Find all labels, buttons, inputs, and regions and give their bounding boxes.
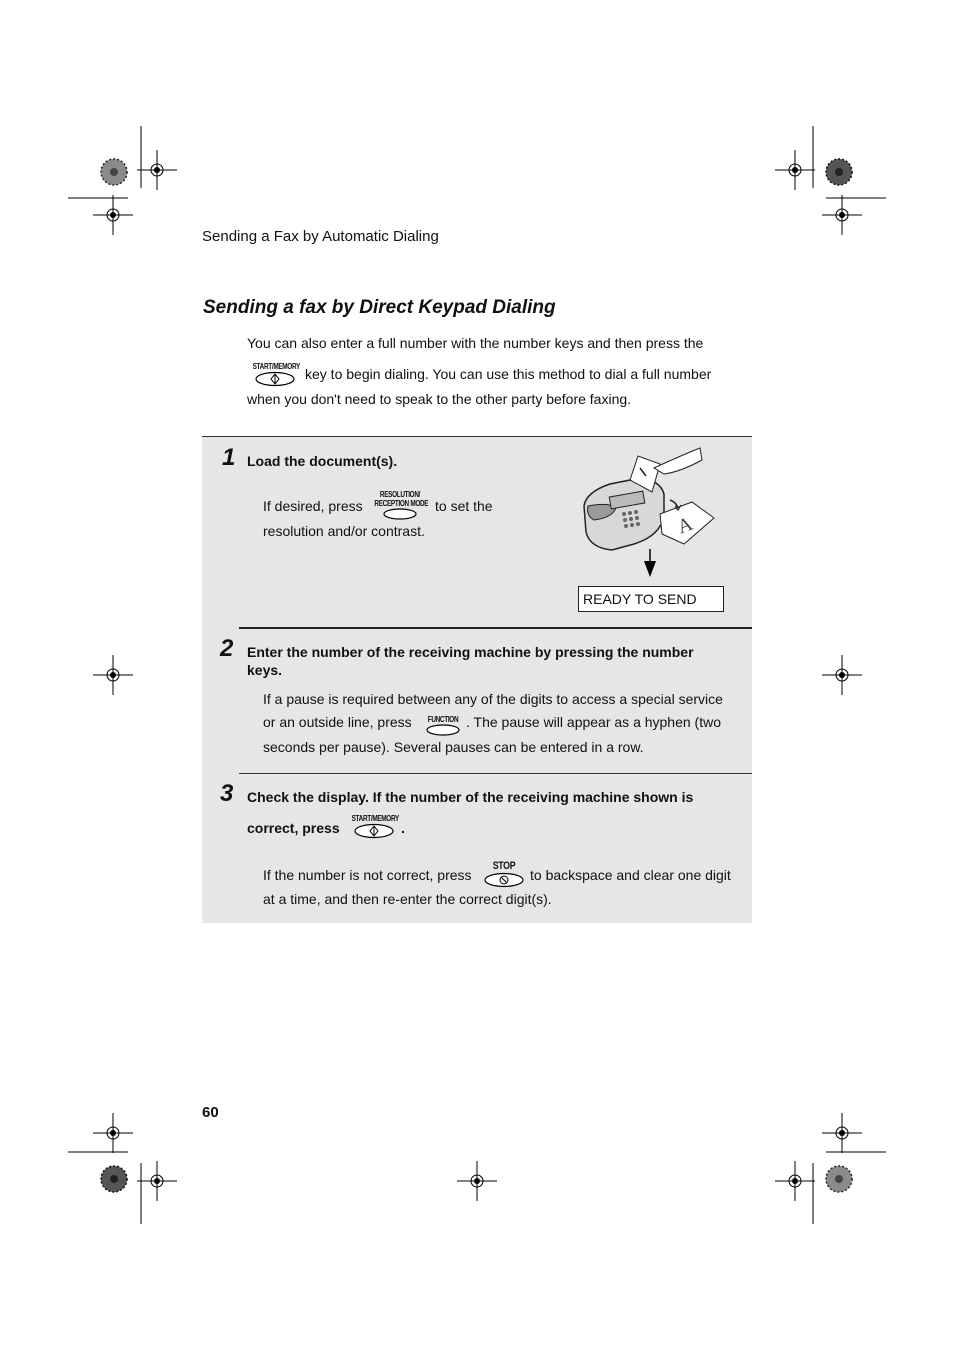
step-body: If the number is not correct, press <box>263 867 472 883</box>
step-number: 2 <box>220 635 234 662</box>
registration-crosshair-icon <box>93 1113 133 1153</box>
registration-crosshair-icon <box>137 1161 177 1201</box>
down-arrow-icon <box>643 549 657 577</box>
resolution-reception-mode-key-icon: RESOLUTION/ RECEPTION MODE <box>368 490 432 520</box>
step-number: 3 <box>220 780 234 807</box>
registration-crosshair-icon <box>93 195 133 235</box>
step-body: resolution and/or contrast. <box>263 523 425 539</box>
section-title: Sending a fax by Direct Keypad Dialing <box>203 297 556 318</box>
start-memory-key-icon: START/MEMORY <box>247 362 303 387</box>
page-number: 60 <box>202 1104 219 1121</box>
stop-key-icon: STOP <box>482 860 526 888</box>
step-body: to set the <box>435 498 493 514</box>
registration-crosshair-icon <box>822 655 862 695</box>
step-heading: . <box>401 820 405 836</box>
step-heading: keys. <box>247 662 283 678</box>
step-divider <box>202 436 752 437</box>
step-number: 1 <box>222 444 236 471</box>
step-body: If a pause is required between any of the digits to access a special service <box>263 691 723 707</box>
registration-crosshair-icon <box>775 150 815 190</box>
intro-line-1: You can also enter a full number with the number keys and then press the <box>247 335 704 351</box>
registration-crosshair-icon <box>775 1161 815 1201</box>
intro-line-2: key to begin dialing. You can use this method to dial a full number <box>305 366 712 382</box>
registration-crosshair-icon <box>137 150 177 190</box>
steps-panel <box>202 436 752 923</box>
svg-text:A: A <box>674 512 696 539</box>
color-wheel-icon <box>101 159 127 185</box>
registration-crosshair-icon <box>457 1161 497 1201</box>
start-memory-key-icon: START/MEMORY <box>346 814 402 839</box>
step-divider <box>239 627 752 629</box>
step-heading: Load the document(s). <box>247 453 398 469</box>
step-heading: Check the display. If the number of the receiving machine shown is <box>247 789 694 805</box>
color-wheel-icon <box>101 1166 127 1192</box>
step-body: to backspace and clear one digit <box>530 867 731 883</box>
registration-crosshair-icon <box>822 195 862 235</box>
function-key-icon: FUNCTION <box>420 715 466 736</box>
step-body: . The pause will appear as a hyphen (two <box>466 714 722 730</box>
step-heading: correct, press <box>247 820 340 836</box>
step-body: If desired, press <box>263 498 363 514</box>
color-wheel-icon <box>826 159 852 185</box>
step-heading: Enter the number of the receiving machine by pressing the number <box>247 644 694 660</box>
registration-crosshair-icon <box>93 655 133 695</box>
registration-crosshair-icon <box>822 1113 862 1153</box>
intro-line-3: when you don't need to speak to the other party before faxing. <box>247 391 632 407</box>
running-header: Sending a Fax by Automatic Dialing <box>202 228 439 245</box>
display-readout: READY TO SEND <box>578 586 724 612</box>
step-body: at a time, and then re-enter the correct digit(s). <box>263 891 552 907</box>
color-wheel-icon <box>826 1166 852 1192</box>
step-divider <box>239 773 752 774</box>
step-body: seconds per pause). Several pauses can be entered in a row. <box>263 739 644 755</box>
step-body: or an outside line, press <box>263 714 412 730</box>
